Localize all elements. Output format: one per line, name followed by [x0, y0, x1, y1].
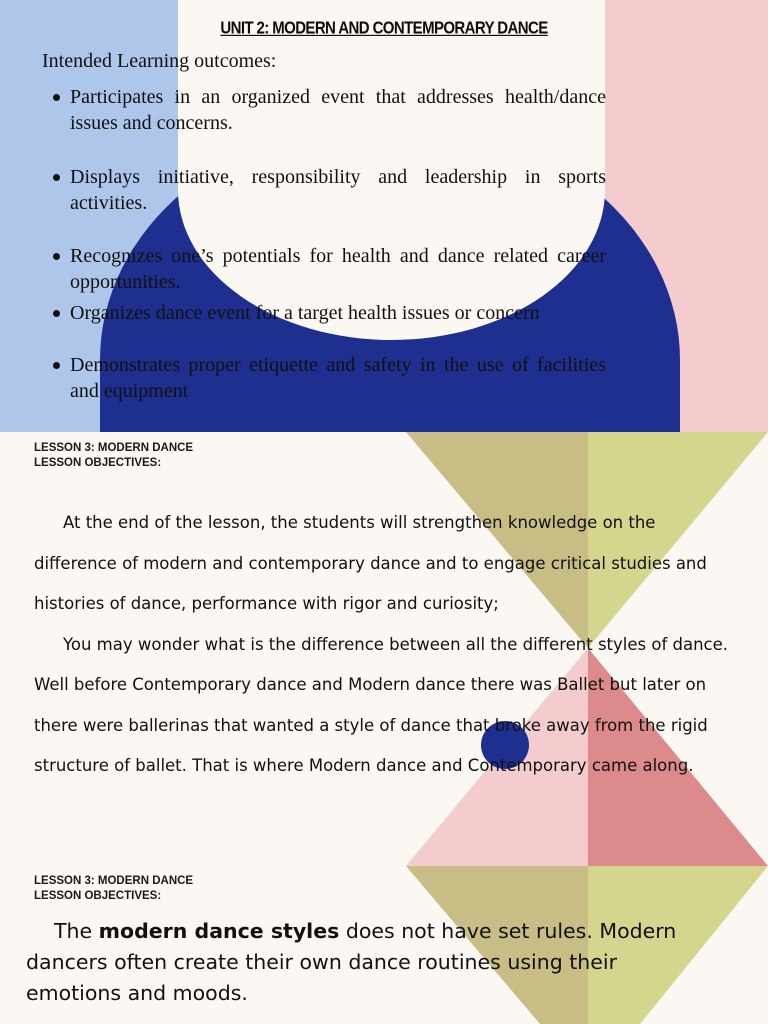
lesson-subtitle: LESSON OBJECTIVES:	[34, 890, 162, 902]
lesson-title: LESSON 3: MODERN DANCE	[34, 875, 194, 887]
lesson-body	[34, 503, 734, 787]
learning-outcomes-heading: Intended Learning outcomes:	[42, 50, 277, 72]
lesson-paragraph: At the end of the lesson, the students will strengthen knowledge on the difference of modern and contemporary dance and to engage critical studies and histories of dance, performance with rigor and curiosity;	[34, 513, 707, 613]
learning-outcome-text: Participates in an organized event that addresses health/dance issues and concerns.	[70, 86, 606, 134]
learning-outcome-item	[50, 164, 606, 216]
learning-outcome-text: Organizes dance event for a target health issues or concern	[70, 302, 540, 324]
closing-bold-phrase: modern dance styles	[98, 919, 340, 943]
learning-outcome-text: Displays initiative, responsibility and leadership in sports activities.	[70, 166, 606, 214]
closing-paragraph	[26, 916, 686, 1009]
lesson-heading	[34, 441, 193, 471]
lesson-title: LESSON 3: MODERN DANCE	[34, 442, 194, 454]
closing-rest: does not have set rules. Modern dancers often create their own dance routines using their emotions and moods.	[26, 919, 677, 1005]
closing-intro: The	[54, 919, 99, 943]
lesson-paragraph: You may wonder what is the difference between all the different styles of dance. Well before Contemporary dance and Modern dance there was Ballet but later on there were ballerinas that wanted a style of dance that broke away from the rigid structure of ballet. That is where Modern dance and Contemporary came along.	[34, 634, 729, 775]
learning-outcome-item	[50, 300, 606, 326]
learning-outcome-text: Demonstrates proper etiquette and safety in the use of facilities and equipment	[70, 354, 606, 402]
learning-outcome-text: Recognizes one’s potentials for health and dance related career opportunities.	[70, 245, 606, 293]
learning-outcome-item	[50, 352, 606, 404]
lesson-subtitle: LESSON OBJECTIVES:	[34, 457, 162, 469]
learning-outcome-item	[50, 84, 606, 136]
closing-text	[26, 916, 686, 1009]
learning-outcome-item	[50, 243, 606, 295]
unit-title: UNIT 2: MODERN AND CONTEMPORARY DANCE	[220, 18, 548, 39]
lesson-heading-2	[34, 874, 193, 904]
